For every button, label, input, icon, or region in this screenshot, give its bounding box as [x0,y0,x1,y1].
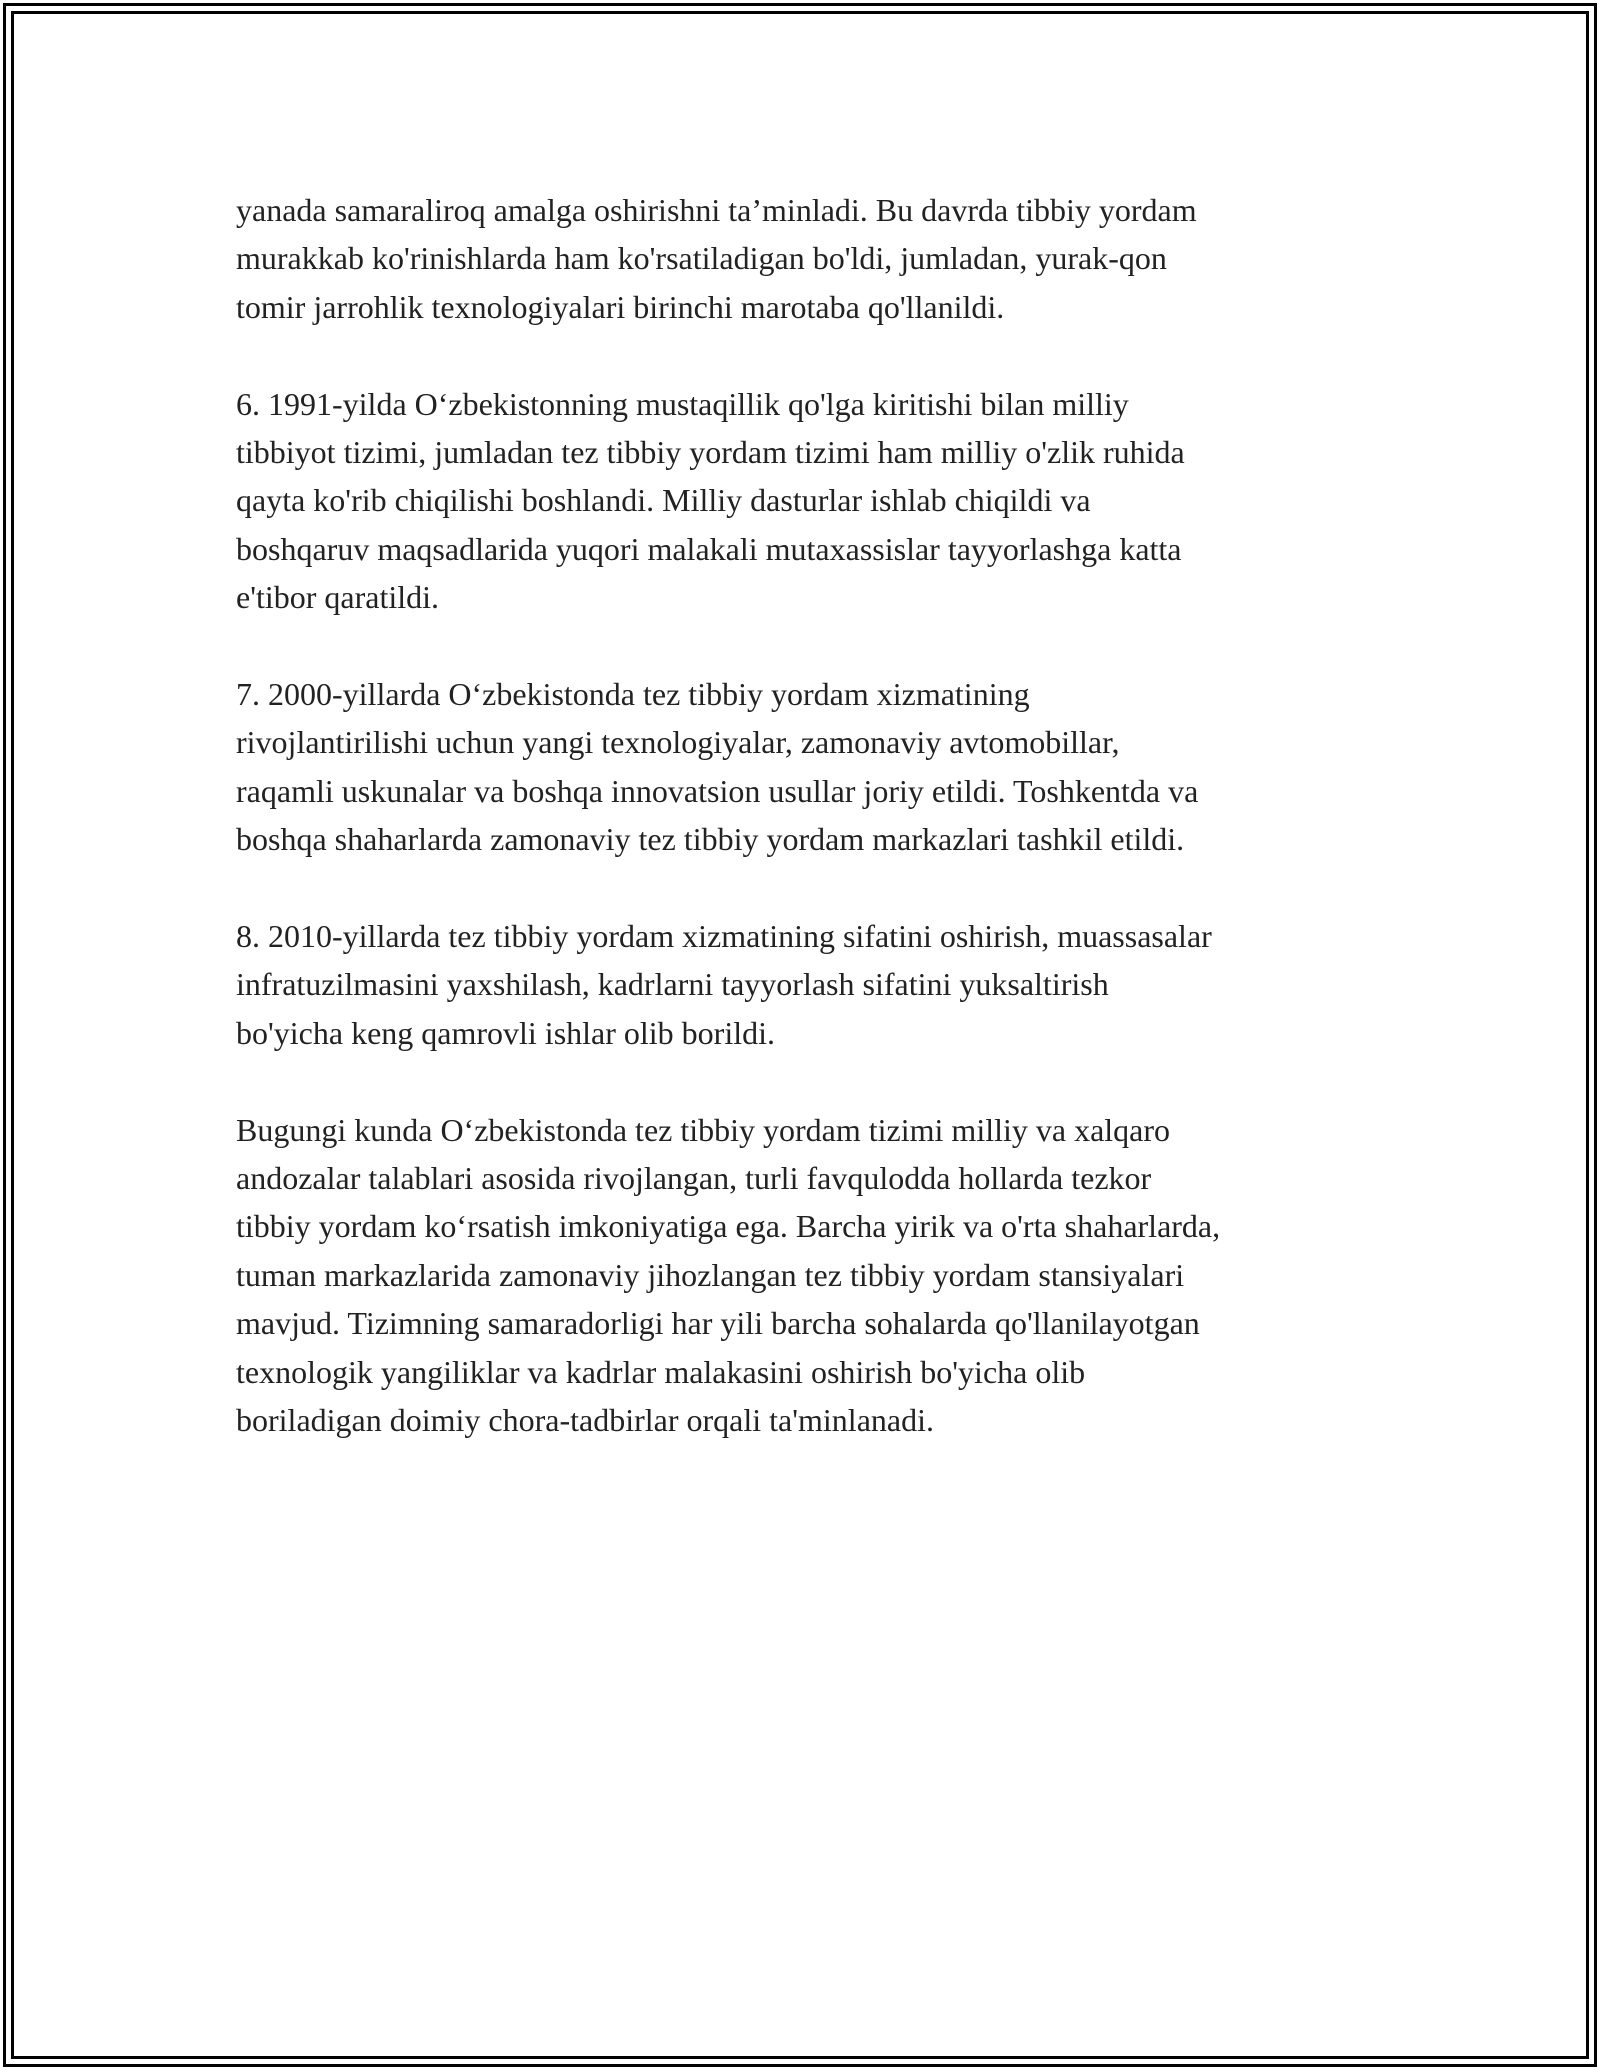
paragraph-item-6 [236,380,1386,622]
text-line: raqamli uskunalar va boshqa innovatsion usullar joriy etildi. Toshkentda va [236,772,1199,809]
text-line: bo'yicha keng qamrovli ishlar olib borildi. [236,1014,775,1051]
text-line: tuman markazlarida zamonaviy jihozlangan tez tibbiy yordam stansiyalari [236,1256,1185,1293]
text-line: Bugungi kunda O‘zbekistonda tez tibbiy yordam tizimi milliy va xalqaro [236,1111,1171,1148]
text-line: texnologik yangiliklar va kadrlar malakasini oshirish bo'yicha olib [236,1353,1086,1390]
text-line: infratuzilmasini yaxshilash, kadrlarni tayyorlash sifatini yuksaltirish [236,966,1109,1003]
text-line: 7. 2000-yillarda O‘zbekistonda tez tibbiy yordam xizmatining [236,676,1030,713]
text-line: rivojlantirilishi uchun yangi texnologiyalar, zamonaviy avtomobillar, [236,724,1120,761]
text-line: tibbiy yordam ko‘rsatish imkoniyatiga ega. Barcha yirik va o'rta shaharlarda, [236,1208,1221,1245]
text-line: tibbiyot tizimi, jumladan tez tibbiy yordam tizimi ham milliy o'zlik ruhida [236,434,1185,471]
text-line: yanada samaraliroq amalga oshirishni ta’minladi. Bu davrda tibbiy yordam [236,192,1197,228]
text-line: tomir jarrohlik texnologiyalari birinchi marotaba qo'llanildi. [236,288,1005,325]
text-line: boshqaruv maqsadlarida yuqori malakali mutaxassislar tayyorlashga katta [236,530,1182,567]
document-body [236,186,1386,1493]
text-line: 8. 2010-yillarda tez tibbiy yordam xizmatining sifatini oshirish, muassasalar [236,918,1212,955]
paragraph-conclusion [236,1106,1386,1445]
text-line: mavjud. Tizimning samaradorligi har yili barcha sohalarda qo'llanilayotgan [236,1305,1200,1342]
text-line: boshqa shaharlarda zamonaviy tez tibbiy yordam markazlari tashkil etildi. [236,821,1185,858]
text-line: boriladigan doimiy chora-tadbirlar orqali ta'minlanadi. [236,1402,934,1439]
text-line: murakkab ko'rinishlarda ham ko'rsatiladigan bo'ldi, jumladan, yurak-qon [236,240,1167,277]
paragraph-item-7 [236,670,1386,864]
text-line: 6. 1991-yilda O‘zbekistonning mustaqillik qo'lga kiritishi bilan milliy [236,385,1129,422]
text-line: qayta ko'rib chiqilishi boshlandi. Milliy dasturlar ishlab chiqildi va [236,482,1091,519]
paragraph-item-8 [236,912,1386,1057]
text-line: e'tibor qaratildi. [236,579,440,616]
paragraph-continuation [236,186,1386,331]
text-line: andozalar talablari asosida rivojlangan, turli favqulodda hollarda tezkor [236,1160,1152,1197]
